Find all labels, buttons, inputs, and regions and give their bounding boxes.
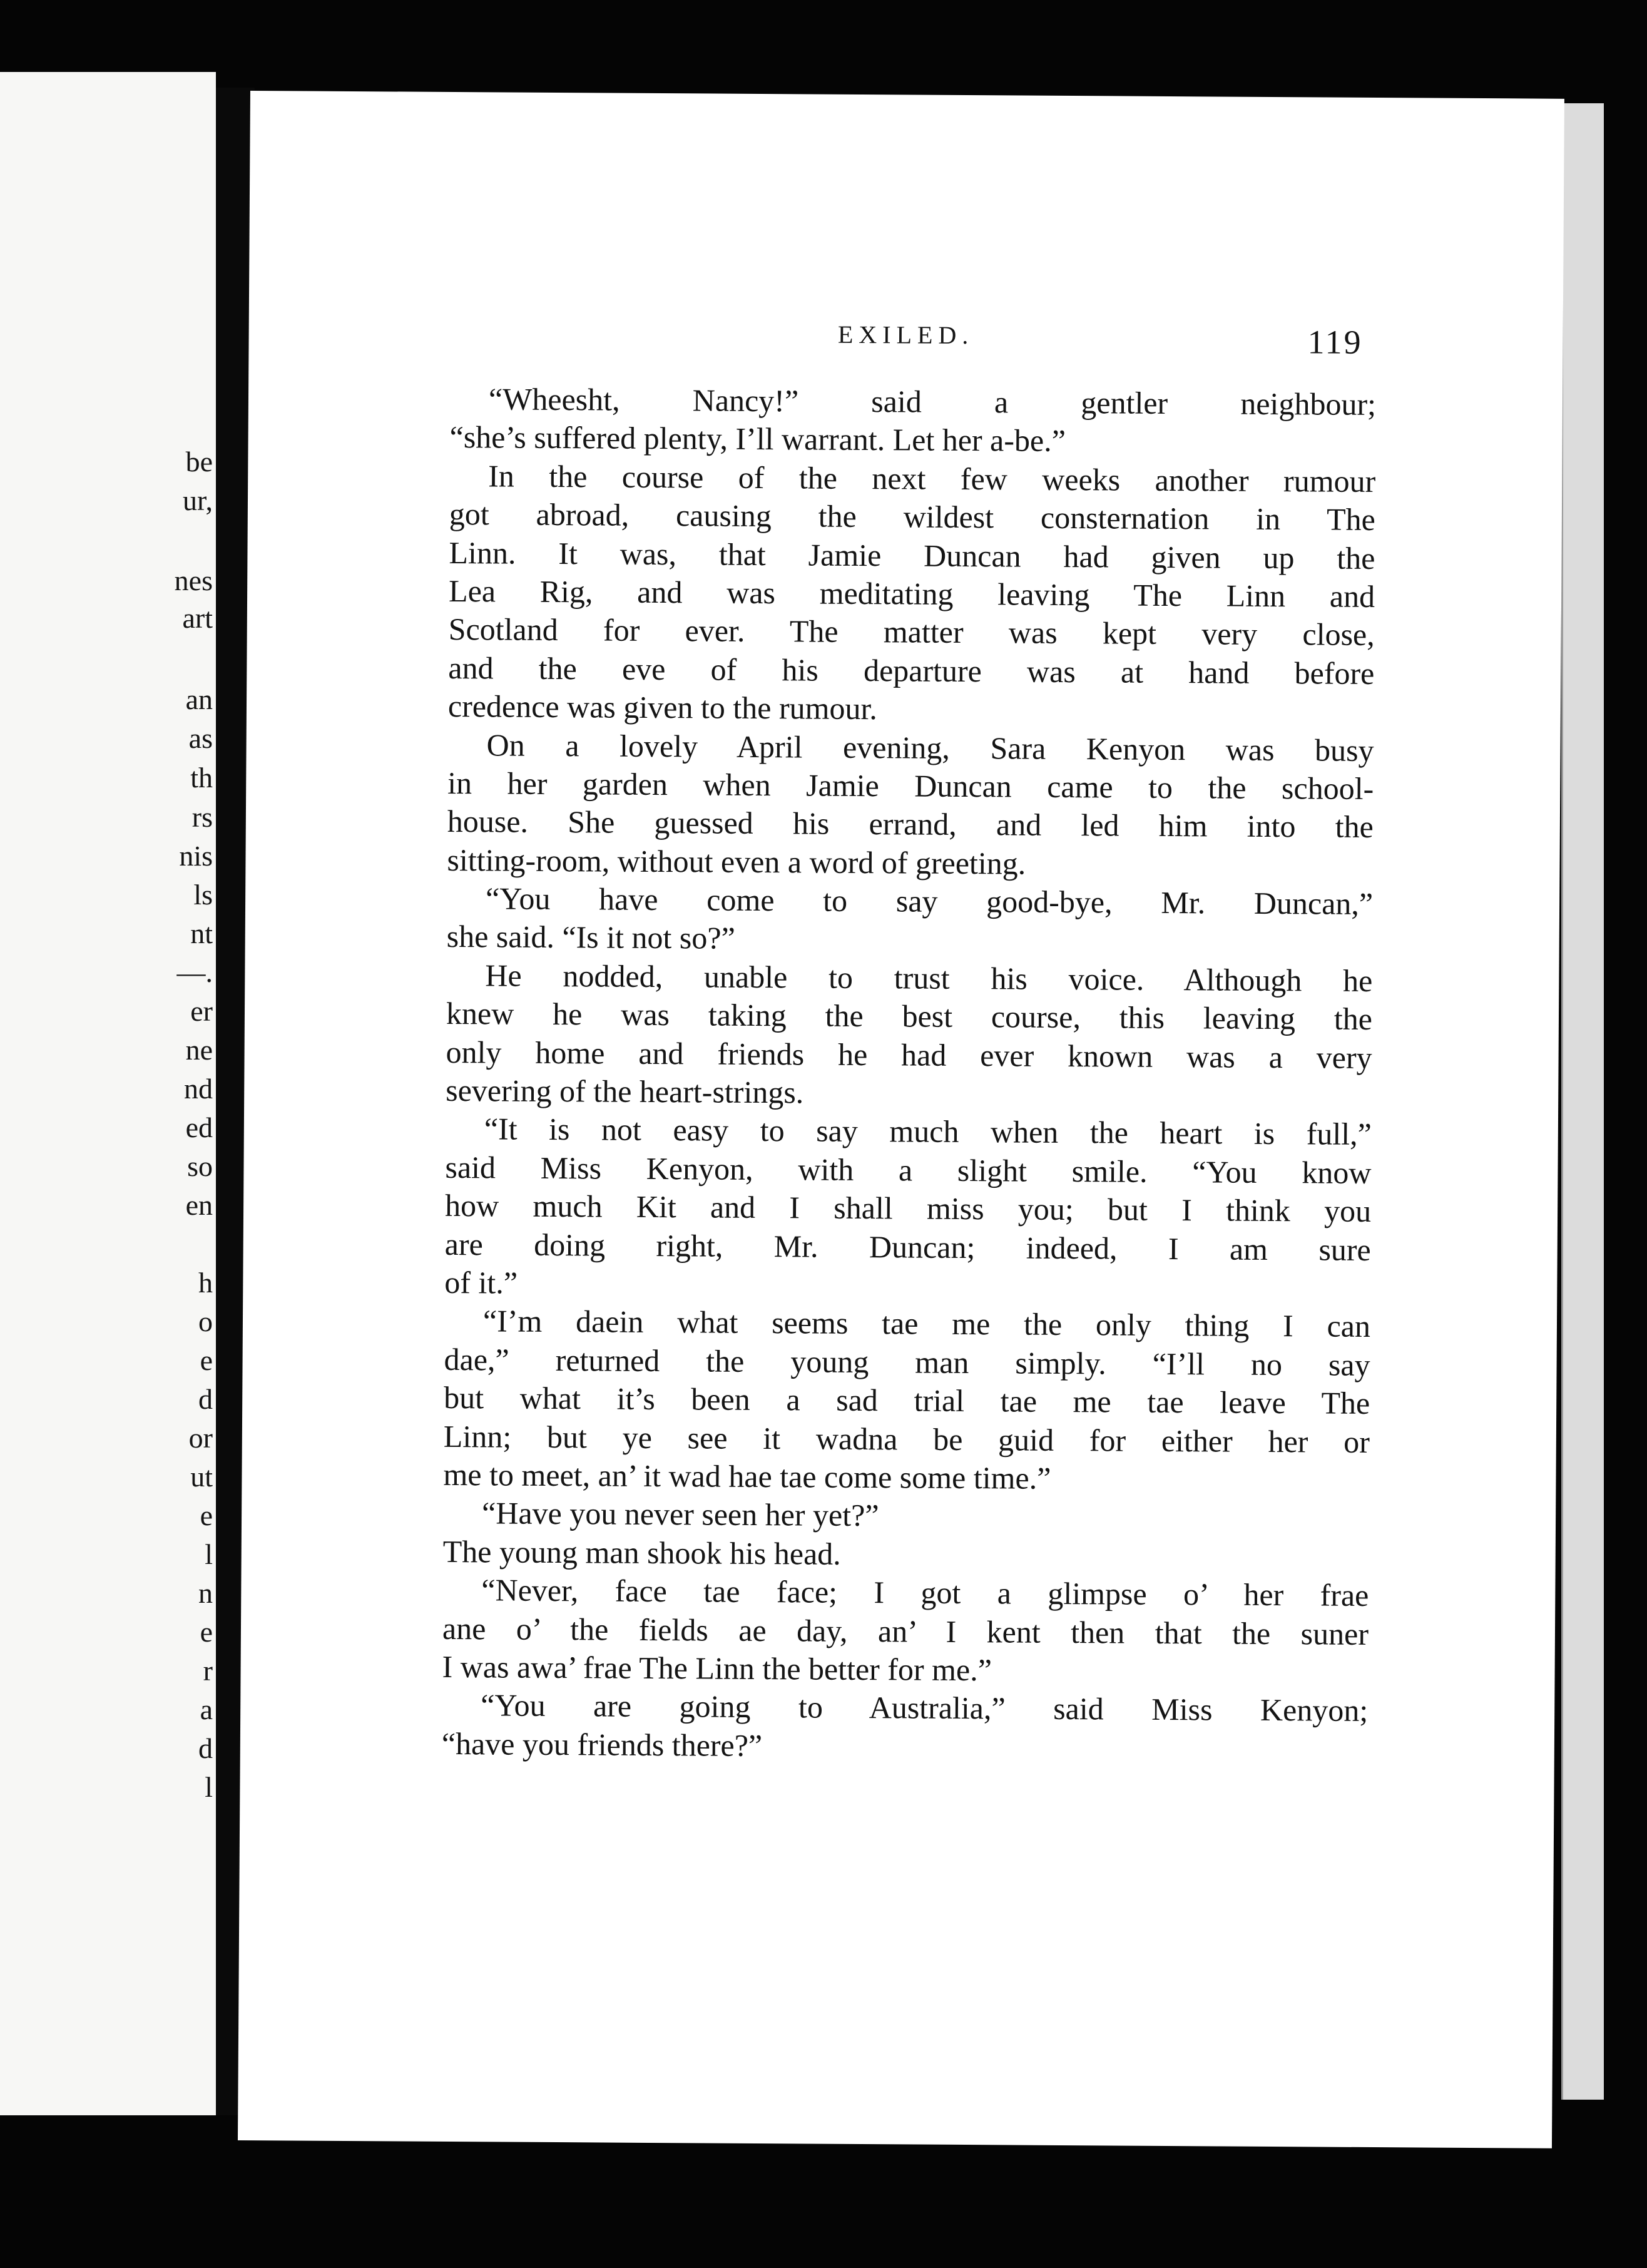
text-line: only home and friends he had ever known was a very (446, 1034, 1372, 1075)
fragment-line: ur, (183, 484, 213, 516)
fragment-line: ne (185, 1034, 213, 1066)
text-line: “Have you never seen her yet?” (481, 1495, 879, 1533)
fragment-line: ut (190, 1461, 213, 1493)
text-line: “Never, face tae face; I got a glimpse o’ her frae (481, 1572, 1369, 1613)
text-line: Linn. It was, that Jamie Duncan had given up the (449, 534, 1375, 576)
text-line: “It is not easy to say much when the heart is full,” (484, 1111, 1372, 1152)
fragment-line: e (200, 1344, 213, 1376)
text-line: “have you friends there?” (441, 1725, 763, 1763)
fragment-line: r (203, 1655, 213, 1687)
fragment-line: l (205, 1771, 213, 1803)
fragment-line: d (198, 1732, 213, 1764)
text-line: “You are going to Australia,” said Miss Kenyon; (481, 1687, 1369, 1729)
fragment-line: ed (185, 1111, 213, 1143)
page-number: 119 (1307, 323, 1363, 361)
fragment-line: —. (176, 956, 213, 988)
body-text (442, 380, 1376, 1769)
text-line: He nodded, unable to trust his voice. Although he (485, 958, 1373, 998)
text-line: are doing right, Mr. Duncan; indeed, I am sure (444, 1226, 1371, 1267)
fragment-line: n (198, 1577, 213, 1609)
fragment-line: o (198, 1305, 213, 1337)
fragment-line: or (188, 1422, 213, 1454)
text-line: got abroad, causing the wildest consternation in The (449, 496, 1376, 538)
text-line: but what it’s been a sad trial tae me tae leave The (444, 1380, 1370, 1421)
fragment-line: nt (190, 917, 213, 949)
fragment-line: nd (184, 1073, 213, 1105)
text-line: credence was given to the rumour. (447, 688, 878, 727)
fragment-line: e (200, 1499, 213, 1531)
fragment-line: as (188, 722, 213, 754)
text-line: in her garden when Jamie Duncan came to the school- (447, 765, 1374, 806)
text-line: me to meet, an’ it wad hae tae come some time.” (443, 1456, 1051, 1496)
text-line: and the eve of his departure was at hand before (448, 650, 1375, 691)
text-line: said Miss Kenyon, with a slight smile. “You know (445, 1149, 1372, 1190)
text-line: Scotland for ever. The matter was kept very close, (448, 611, 1375, 653)
text-line: Linn; but ye see it wadna be guid for either her or (443, 1418, 1370, 1459)
fragment-line: so (187, 1150, 213, 1182)
fragment-line: art (182, 602, 213, 634)
text-line: “I’m daein what seems tae me the only thing I can (482, 1303, 1371, 1344)
text-line: she said. “Is it not so?” (446, 919, 735, 956)
fragment-line: er (190, 995, 213, 1027)
text-line: Lea Rig, and was meditating leaving The Linn and (448, 573, 1375, 614)
text-line: severing of the heart-strings. (446, 1072, 804, 1110)
fragment-line: nis (179, 840, 213, 872)
fragment-line: h (198, 1267, 213, 1299)
text-line: “Wheesht, Nancy!” said a gentler neighbour; (488, 381, 1377, 422)
text-line: how much Kit and I shall miss you; but I think you (444, 1188, 1372, 1229)
text-line: “she’s suffered plenty, I’ll warrant. Let her a-be.” (449, 419, 1066, 459)
text-line: knew he was taking the best course, this leaving the (446, 996, 1373, 1037)
text-line: The young man shook his head. (442, 1533, 841, 1571)
text-line: dae,” returned the young man simply. “I’ll no say (444, 1341, 1370, 1382)
fragment-line: ls (193, 879, 213, 911)
fragment-line: be (185, 446, 213, 478)
fragment-line: l (205, 1538, 213, 1570)
fragment-line: nes (174, 564, 213, 596)
text-line: In the course of the next few weeks another rumour (488, 458, 1376, 499)
text-line: sitting-room, without even a word of greeting. (447, 842, 1026, 881)
facing-page-edge (0, 72, 216, 2115)
page-stack-edge (1561, 103, 1604, 2100)
fragment-line: a (200, 1693, 213, 1725)
text-line: On a lovely April evening, Sara Kenyon was busy (486, 727, 1374, 768)
fragment-line: e (200, 1616, 213, 1648)
text-line: ane o’ the fields ae day, an’ I kent then that the suner (442, 1610, 1369, 1652)
fragment-line: an (185, 683, 213, 715)
fragment-line: en (185, 1189, 213, 1221)
fragment-line: d (198, 1383, 213, 1415)
text-line: “You have come to say good-bye, Mr. Duncan,” (485, 881, 1374, 922)
text-line: I was awa’ frae The Linn the better for me.” (442, 1648, 992, 1688)
text-line: house. She guessed his errand, and led him into the (447, 804, 1374, 845)
fragment-line: th (190, 762, 213, 794)
running-head: EXILED. (837, 320, 974, 350)
text-line: of it.” (444, 1264, 518, 1300)
fragment-line: rs (191, 801, 213, 833)
book-page (238, 91, 1564, 2148)
